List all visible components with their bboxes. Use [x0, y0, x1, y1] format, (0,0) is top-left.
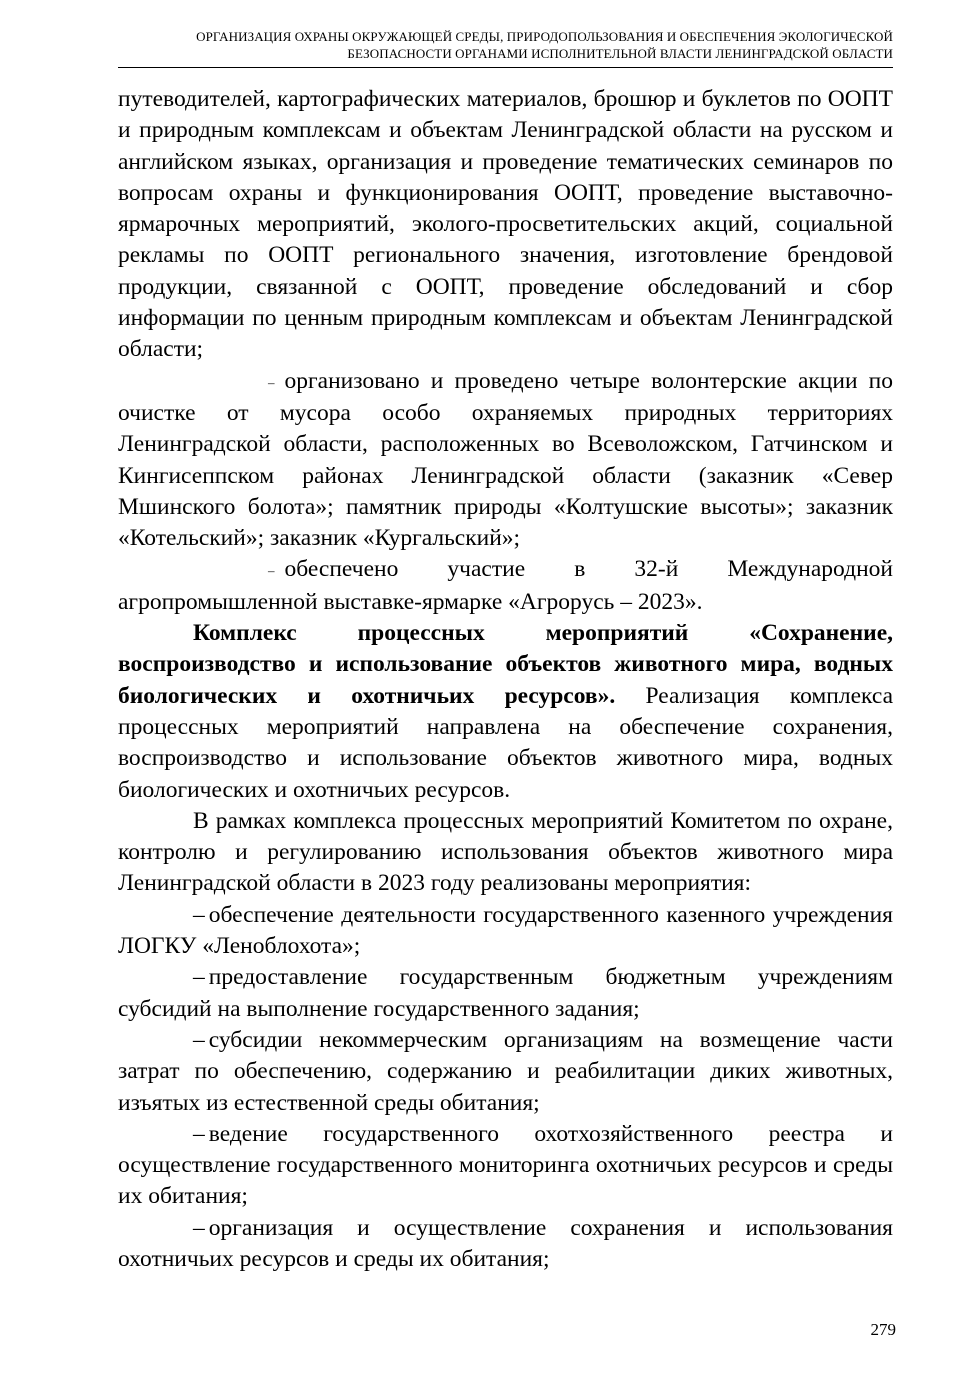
list-item-agrorus: [118, 554, 893, 618]
page-number: 279: [870, 1320, 896, 1339]
list-item-text: организовано и проведено четыре волонтерские акции по очистке от мусора особо охраняемых природных территориях Ленинградской области, расположенных во Всеволожском, Гатчинском и Кингисеппском районах Ленинградской области (заказник «Север Мшинского болота»; памятник природы «Колтушские высоты»; заказник «Котельский»; заказник «Кургальский»;: [118, 367, 893, 552]
list-item-hunting-registry: [118, 1119, 893, 1213]
running-header-line-1: ОРГАНИЗАЦИЯ ОХРАНЫ ОКРУЖАЮЩЕЙ СРЕДЫ, ПРИРОДОПОЛЬЗОВАНИЯ И ОБЕСПЕЧЕНИЯ ЭКОЛОГИЧЕСКОЙ: [196, 29, 893, 44]
list-item-volunteer-actions: [118, 366, 893, 555]
dash-marker: –: [193, 1026, 205, 1053]
header-divider: [118, 67, 893, 68]
dash-marker: –: [193, 901, 205, 928]
section-text: Реализация комплекса процессных мероприятий направлена на обеспечение сохранения, воспроизводство и использование объектов животного мира, водных биологических и охотничьих ресурсов.: [118, 682, 894, 803]
page-body: [118, 84, 893, 1275]
list-item-text: обеспечено участие в 32-й Международной агропромышленной выставке-ярмарке «Агрорусь – 2023».: [118, 556, 893, 615]
dash-marker: –: [268, 563, 275, 579]
list-item-text: организация и осуществление сохранения и использования охотничьих ресурсов и среды их обитания;: [118, 1214, 893, 1272]
dash-marker: –: [193, 1214, 205, 1241]
list-item-text: субсидии некоммерческим организациям на возмещение части затрат по обеспечению, содержанию и реабилитации диких животных, изъятых из естественной среды обитания;: [118, 1026, 893, 1116]
dash-marker: –: [268, 374, 275, 390]
list-item-text: обеспечение деятельности государственного казенного учреждения ЛОГКУ «Леноблохота»;: [118, 901, 893, 960]
paragraph-complex: [118, 618, 893, 806]
paragraph-committee-intro: В рамках комплекса процессных мероприятий Комитетом по охране, контролю и регулированию использования объектов животного мира Ленинградской области в 2023 году реализованы мероприятия:: [118, 807, 893, 897]
section-title: Комплекс процессных мероприятий «Сохранение, воспроизводство и использование объектов животного мира, водных биологических и охотничьих ресурсов».: [118, 620, 893, 709]
dash-marker: –: [193, 964, 205, 991]
list-item-text: ведение государственного охотхозяйственного реестра и осуществление государственного мониторинга охотничьих ресурсов и среды их обитания;: [118, 1120, 893, 1210]
list-item-logku: [118, 900, 893, 963]
running-header: [118, 28, 893, 62]
list-item-text: предоставление государственным бюджетным учреждениям субсидий на выполнение государственного задания;: [118, 964, 893, 1022]
list-item-nko-subsidies: [118, 1025, 893, 1119]
list-item-hunting-resources: [118, 1213, 893, 1276]
paragraph-continuation: путеводителей, картографических материалов, брошюр и буклетов по ООПТ и природным комплексам и объектам Ленинградской области на русском и английском языках, организация и проведение тематических семинаров по вопросам охраны и функционирования ООПТ, проведение выставочно-ярмарочных мероприятий, эколого-просветительских акций, социальной рекламы по ООПТ регионального значения, изготовление брендовой продукции, связанной с ООПТ, проведение обследований и сбор информации по ценным природным комплексам и объектам Ленинградской области;: [118, 86, 893, 363]
list-item-budget-subsidies: [118, 962, 893, 1025]
dash-marker: –: [193, 1120, 205, 1147]
running-header-line-2: БЕЗОПАСНОСТИ ОРГАНАМИ ИСПОЛНИТЕЛЬНОЙ ВЛАСТИ ЛЕНИНГРАДСКОЙ ОБЛАСТИ: [347, 46, 893, 61]
